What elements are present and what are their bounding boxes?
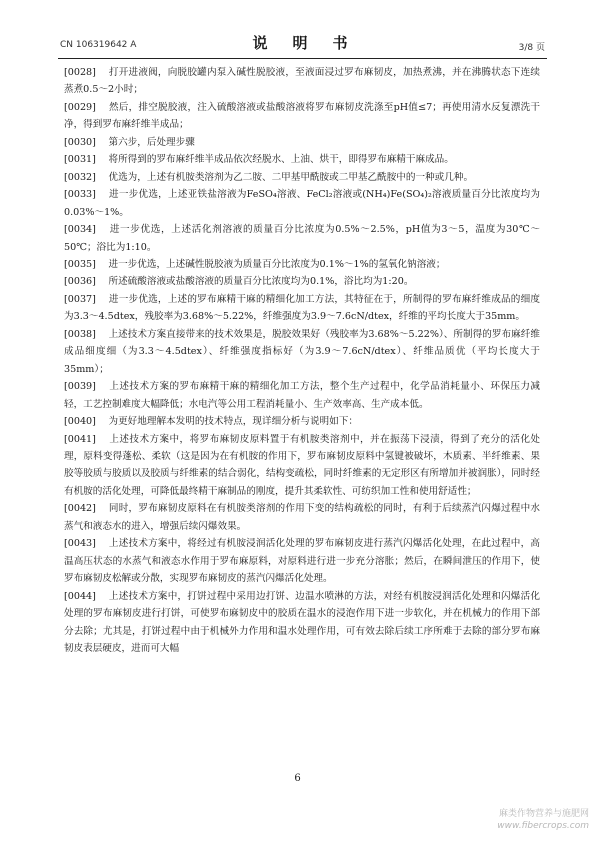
page-indicator: 3/8 页 bbox=[518, 43, 545, 53]
document-body bbox=[64, 64, 540, 657]
paragraph-number: [0033] bbox=[64, 189, 96, 201]
paragraph bbox=[64, 378, 540, 413]
publication-number: CN 106319642 A bbox=[60, 40, 137, 50]
paragraph-text: 上述技术方案中，打饼过程中采用边打饼、边温水喷淋的方法，对经有机胺浸润活化处理和闪爆活化处理的罗布麻韧皮进行打饼，可使罗布麻韧皮中的胶质在温水的浸泡作用下进一步软化，并在机械力的作用下部分去除；尤其是，打饼过程中由于机械外力作用和温水处理作用，可有效去除后续工序所难于去除的部分罗布麻韧皮表层硬皮，进而可大幅 bbox=[64, 590, 541, 654]
paragraph-text: 所述硫酸溶液或盐酸溶液的质量百分比浓度均为0.1%，浴比均为1:20。 bbox=[108, 276, 414, 288]
paragraph-text: 进一步优选，上述亚铁盐溶液为FeSO₄溶液、FeCl₂溶液或(NH₄)Fe(SO₄)₂溶液质量百分比浓度均为0.03%～1%。 bbox=[64, 189, 540, 218]
paragraph-text: 同时，罗布麻韧皮原料在有机胺类溶剂的作用下变的结构疏松的同时，有利于后续蒸汽闪爆过程中水蒸气和液态水的进入，增强后续闪爆效果。 bbox=[64, 503, 541, 532]
paragraph bbox=[64, 99, 540, 134]
paragraph-number: [0032] bbox=[64, 171, 96, 183]
paragraph-number: [0038] bbox=[64, 328, 96, 340]
page-header bbox=[58, 32, 547, 56]
paragraph bbox=[64, 151, 540, 168]
paragraph bbox=[64, 291, 540, 326]
paragraph bbox=[64, 256, 540, 273]
paragraph bbox=[64, 588, 540, 658]
paragraph bbox=[64, 326, 540, 378]
paragraph bbox=[64, 64, 540, 99]
paragraph bbox=[64, 186, 540, 221]
paragraph-text: 将所得到的罗布麻纤维半成品依次经脱水、上油、烘干，即得罗布麻精干麻成品。 bbox=[108, 154, 454, 166]
paragraph-number: [0030] bbox=[64, 136, 96, 148]
paragraph-number: [0040] bbox=[64, 416, 96, 428]
paragraph bbox=[64, 413, 540, 430]
paragraph-text: 打开进液阀，向脱胶罐内泵入碱性脱胶液，至液面浸过罗布麻韧皮，加热煮沸，并在沸腾状态下连续蒸煮0.5～2小时； bbox=[64, 67, 541, 96]
paragraph bbox=[64, 221, 540, 256]
watermark-site-name: 麻类作物营养与施肥网 bbox=[498, 809, 589, 819]
paragraph bbox=[64, 535, 540, 587]
paragraph-number: [0042] bbox=[64, 503, 96, 515]
paragraph-number: [0031] bbox=[64, 154, 96, 166]
paragraph-number: [0034] bbox=[64, 224, 96, 236]
paragraph-number: [0043] bbox=[64, 538, 96, 550]
paragraph-text: 优选为，上述有机胺类溶剂为乙二胺、二甲基甲酰胺或二甲基乙酰胺中的一种或几种。 bbox=[108, 171, 474, 183]
watermark bbox=[497, 808, 589, 832]
paragraph bbox=[64, 273, 540, 290]
paragraph-text: 上述技术方案中，将经过有机胺浸润活化处理的罗布麻韧皮进行蒸汽闪爆活化处理，在此过程中，高温高压状态的水蒸气和液态水作用于罗布麻原料，对原料进行进一步充分溶胀；然后，在瞬间泄压的作用下，使罗布麻韧皮松解或分散，实现罗布麻韧皮的蒸汽闪爆活化处理。 bbox=[64, 538, 541, 585]
paragraph-number: [0035] bbox=[64, 258, 96, 270]
paragraph-text: 进一步优选，上述的罗布麻精干麻的精细化加工方法，其特征在于，所制得的罗布麻纤维成品的细度为3.3～4.5dtex，残胶率为3.68%～5.22%，纤维强度为3.9～7.6cN/dtex，纤维的平均长度大于35mm。 bbox=[64, 293, 541, 323]
paragraph-text: 上述技术方案直接带来的技术效果是，脱胶效果好（残胶率为3.68%～5.22%）、所制得的罗布麻纤维成品细度细（为3.3～4.5dtex）、纤维强度指标好（为3.9～7.6cN/dtex）、纤维品质优（平均长度大于35mm）； bbox=[64, 328, 541, 375]
paragraph-number: [0039] bbox=[64, 381, 96, 393]
watermark-url: www.fibercrops.com bbox=[497, 821, 589, 831]
paragraph-text: 然后，排空脱胶液，注入硫酸溶液或盐酸溶液将罗布麻韧皮洗涤至pH值≤7；再使用清水反复漂洗干净，得到罗布麻纤维半成品； bbox=[64, 101, 541, 131]
page-number: 6 bbox=[294, 773, 301, 784]
paragraph-text: 为更好地理解本发明的技术特点，现详细分析与说明如下： bbox=[108, 416, 358, 428]
paragraph-number: [0028] bbox=[64, 67, 96, 78]
document-title: 说 明 书 bbox=[252, 34, 353, 52]
paragraph-text: 上述技术方案的罗布麻精干麻的精细化加工方法，整个生产过程中，化学品消耗量小、环保压力减轻，工艺控制难度大幅降低；水电汽等公用工程消耗量小、生产效率高、生产成本低。 bbox=[64, 381, 541, 410]
paragraph-text: 进一步优选，上述碱性脱胶液为质量百分比浓度为0.1%～1%的氢氧化钠溶液； bbox=[108, 258, 446, 270]
paragraph bbox=[64, 169, 540, 186]
paragraph-number: [0029] bbox=[64, 101, 96, 113]
paragraph-number: [0037] bbox=[64, 293, 96, 305]
paragraph bbox=[64, 431, 540, 501]
paragraph-text: 第六步，后处理步骤 bbox=[108, 136, 195, 148]
paragraph-number: [0036] bbox=[64, 276, 96, 288]
paragraph-number: [0044] bbox=[64, 590, 96, 602]
paragraph-number: [0041] bbox=[64, 433, 96, 445]
paragraph bbox=[64, 134, 540, 151]
paragraph-text: 上述技术方案中，将罗布麻韧皮原料置于有机胺类溶剂中，并在振荡下浸渍，得到了充分的活化处理，原料变得蓬松、柔软（这是因为在有机胺的作用下，罗布麻韧皮原料中氢键被破坏，木质素、半纤维素、果胶等胶质与胶质以及胶质与纤维素的结合弱化，结构变疏松，同时纤维素的无定形区有所增加并被润胀），同时经有机胺的活化处理，可降低最终精干麻制品的刚度，提升其柔软性、可纺织加工性和使用舒适性； bbox=[64, 433, 541, 497]
header-divider bbox=[58, 58, 547, 59]
paragraph-text: 进一步优选，上述活化剂溶液的质量百分比浓度为0.5%～2.5%，pH值为3～5，温度为30℃～50℃；浴比为1:10。 bbox=[64, 224, 541, 253]
paragraph bbox=[64, 500, 540, 535]
